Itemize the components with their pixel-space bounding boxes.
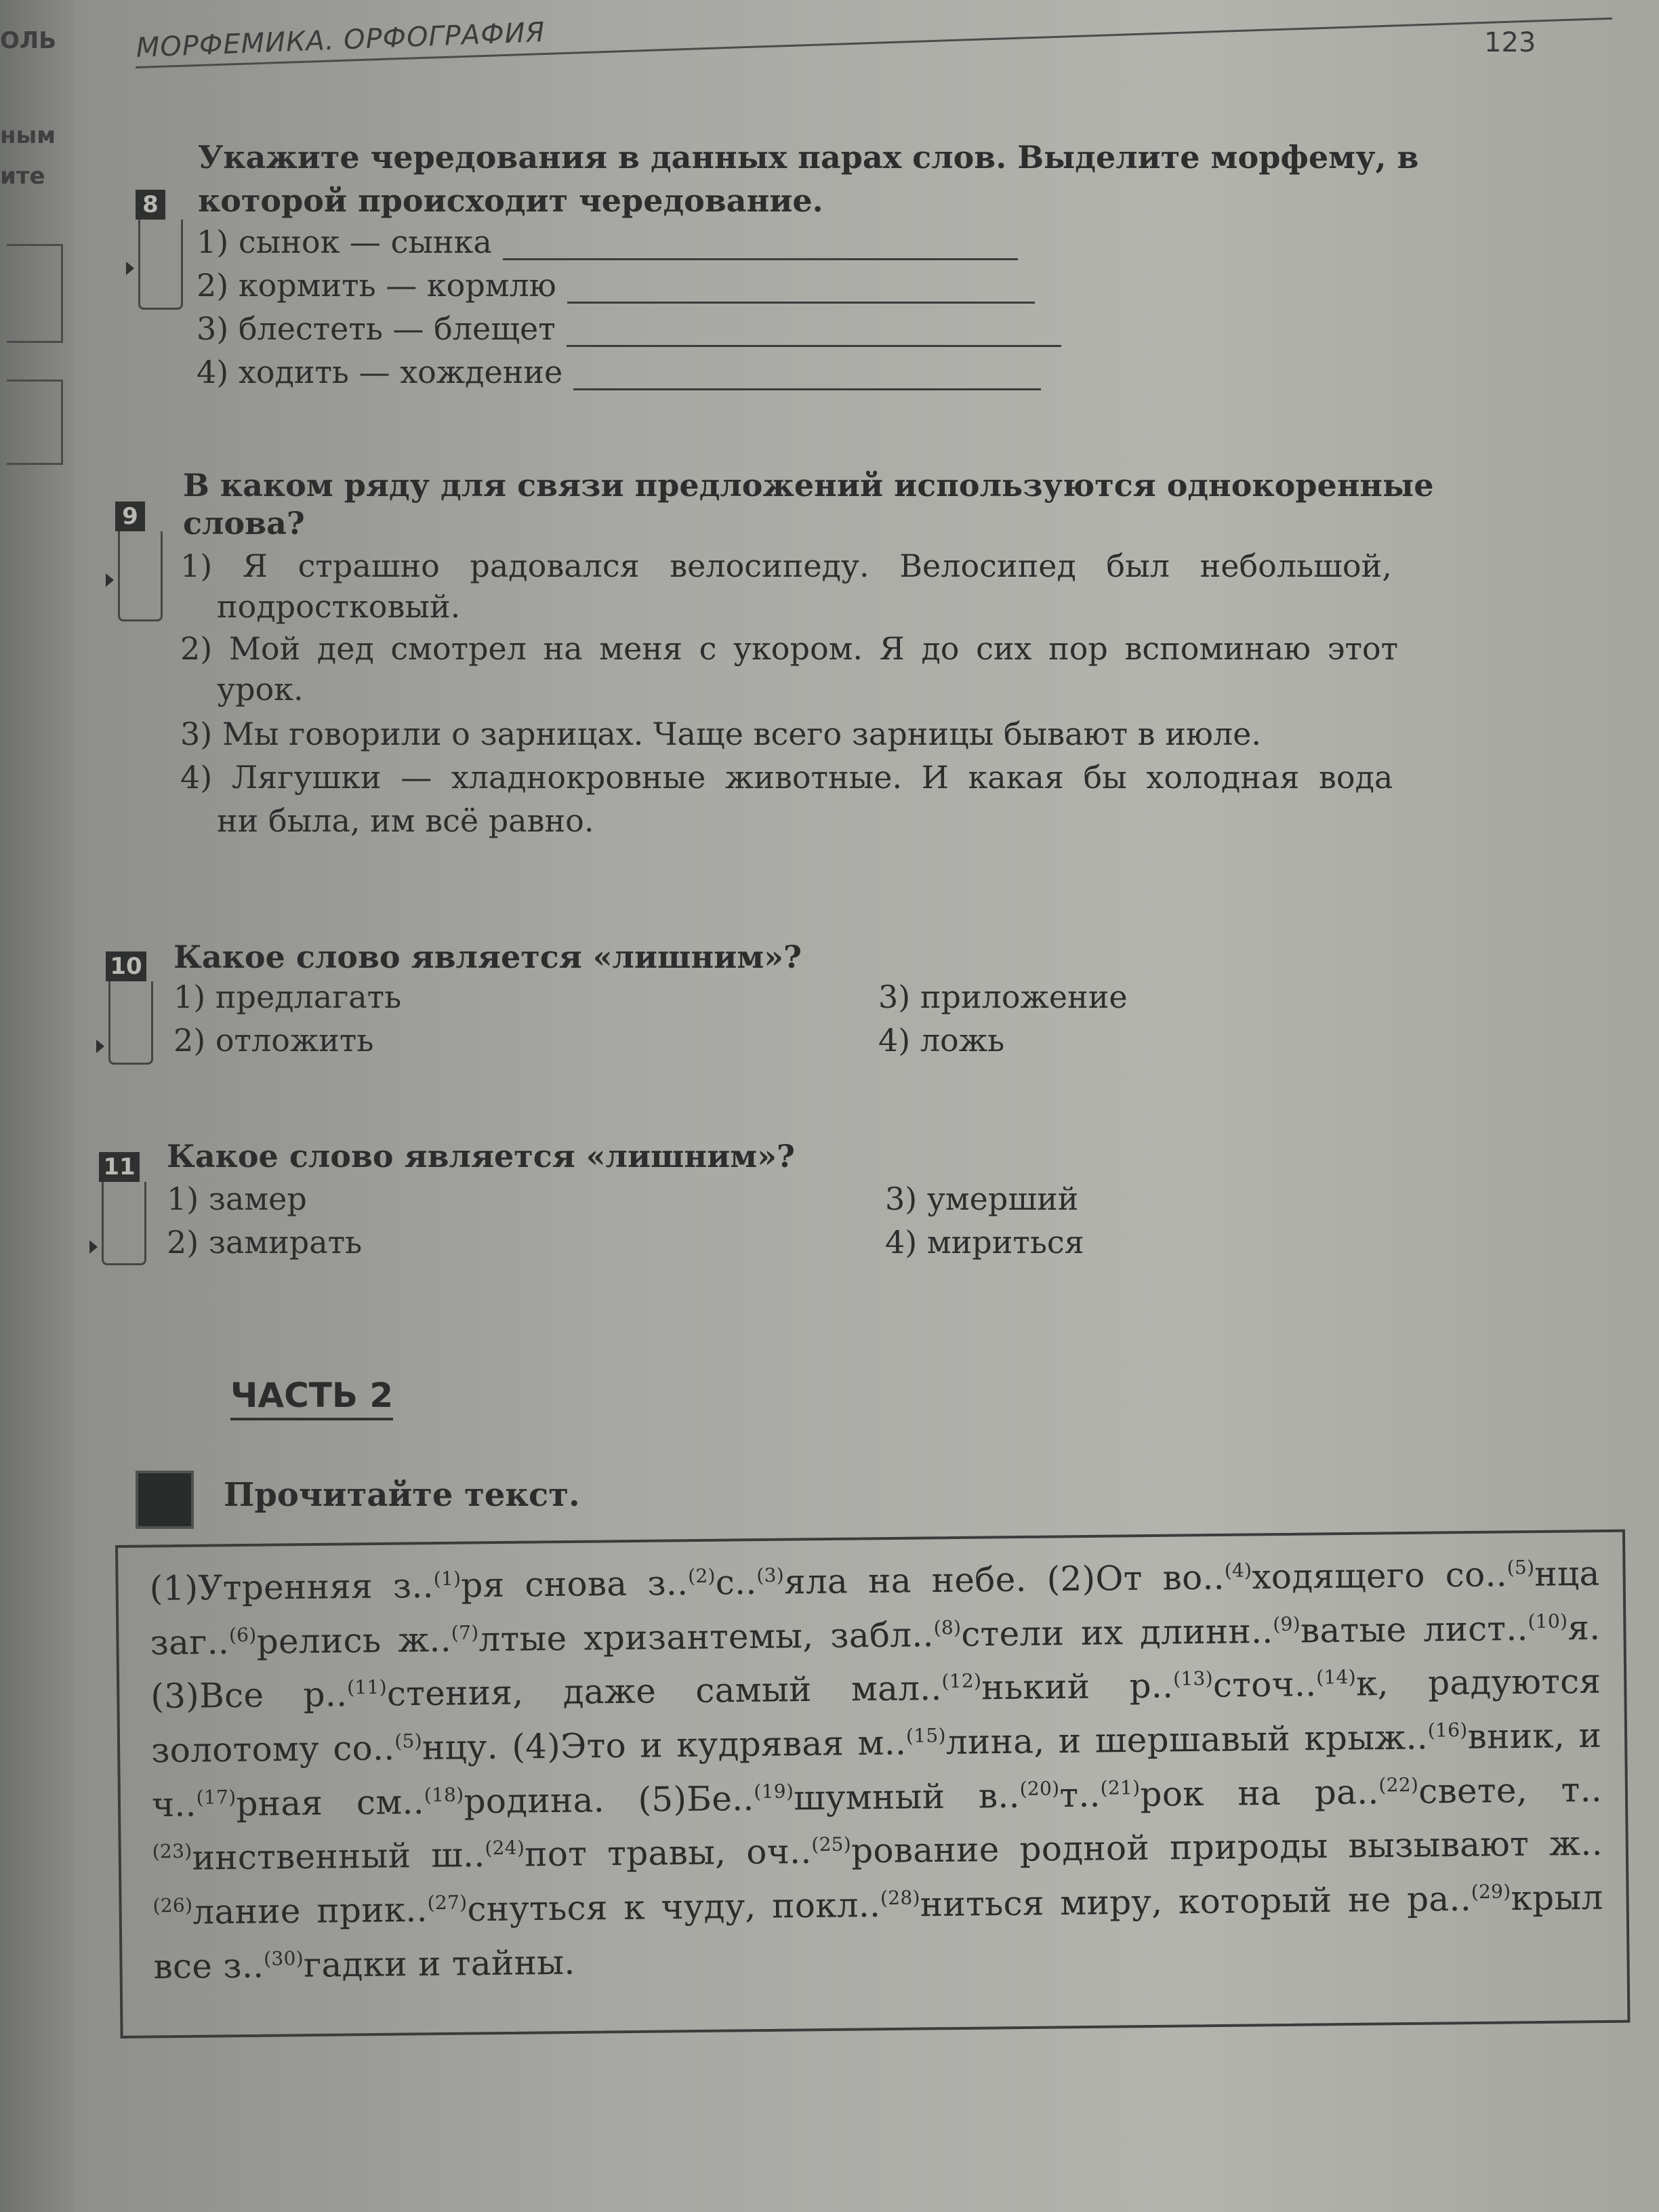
answer-option: 3) умерший [885, 1181, 1079, 1217]
answer-box[interactable] [118, 531, 163, 621]
answer-option: 4) мириться [885, 1224, 1084, 1261]
reading-text-box [115, 1530, 1631, 2039]
answer-option: 3) блестеть — блещет [197, 310, 1061, 347]
task-question-line: Укажите чередования в данных парах слов. Выделите морфему, в [198, 139, 1419, 176]
answer-option: урок. [217, 671, 304, 708]
answer-blank[interactable] [567, 318, 1061, 347]
task-instruction: Прочитайте текст. [224, 1476, 580, 1514]
answer-blank[interactable] [567, 274, 1035, 304]
task-number-badge: 8 [136, 190, 165, 220]
arrow-marker-icon [126, 262, 134, 275]
answer-option: ни была, им всё равно. [217, 802, 594, 839]
arrow-marker-icon [96, 1040, 104, 1053]
answer-option: 2) кормить — кормлю [197, 267, 1035, 304]
task-number-badge: 11 [99, 1152, 140, 1182]
task-question-line: Какое слово является «лишним»? [173, 939, 802, 975]
answer-option: подростковый. [217, 588, 461, 625]
part-heading: ЧАСТЬ 2 [230, 1376, 393, 1420]
task-marker-square [136, 1471, 194, 1529]
answer-box[interactable] [138, 220, 183, 310]
answer-option: 1) Я страшно радовался велосипеду. Велосипед был небольшой, [180, 548, 1392, 584]
answer-option: 3) Мы говорили о зарницах. Чаще всего зарницы бывают в июле. [180, 716, 1261, 752]
arrow-marker-icon [106, 573, 114, 587]
answer-option: 1) замер [167, 1181, 307, 1217]
answer-option: 4) ходить — хождение [197, 354, 1041, 390]
answer-option: 4) Лягушки — хладнокровные животные. И какая бы холодная вода [180, 759, 1393, 796]
task-number-badge: 10 [106, 951, 146, 981]
page-number: 123 [1484, 27, 1536, 58]
reading-text: (1)Утренняя з..$^{(1)}$ря снова з..$^{(2)}$с..$^{(3)}$яла на небе. (2)От во..$^{(4)}$ходящего со..$^{(5)}$нца заг..$^{(6)}$релись ж..$^{(7)}$лтые хризантемы, забл..$^{(8)}$стели их длинн..$^{(9)}$ватые лист..$^{(10)}$я. (3)Все р..$^{(11)}$стения, даже самый мал..$^{(12)}$нький р..$^{(13)}$сточ..$^{(14)}$к, радуются золотому со..$^{(5)}$нцу. (4)Это и кудрявая м..$^{(15)}$лина, и шершавый крыж..$^{(16)}$вник, и ч..$^{(17)}$рная см..$^{(18)}$родина. (5)Бе..$^{(19)}$шумный в..$^{(20)}$т..$^{(21)}$рок на ра..$^{(22)}$свете, т..$^{(23)}$инственный ш..$^{(24)}$пот травы, оч..$^{(25)}$рование родной природы вызывают ж..$^{(26)}$лание прик..$^{(27)}$снуться к чуду, покл..$^{(28)}$ниться миру, который не ра..$^{(29)}$крыл все з..$^{(30)}$гадки и тайны. [149, 1553, 1603, 1986]
previous-page-edge [0, 0, 75, 2212]
task-question-line: слова? [183, 505, 305, 541]
workbook-page [75, 0, 1659, 2212]
task-question-line: В каком ряду для связи предложений используются однокоренные [183, 467, 1434, 504]
prev-page-answer-box [7, 380, 63, 465]
prev-page-answer-box [7, 244, 63, 343]
answer-option: 3) приложение [878, 979, 1128, 1015]
task-question-line: которой происходит чередование. [198, 182, 823, 219]
task-question-line: Какое слово является «лишним»? [167, 1138, 795, 1174]
answer-option: 1) сынок — сынка [197, 224, 1018, 260]
answer-box[interactable] [102, 1182, 146, 1265]
answer-option: 1) предлагать [173, 979, 402, 1015]
answer-blank[interactable] [573, 361, 1041, 390]
prev-page-fragment: ным [0, 122, 56, 149]
answer-box[interactable] [108, 981, 153, 1065]
prev-page-fragment: ОЛЬ [0, 27, 57, 54]
running-head: МОРФЕМИКА. ОРФОГРАФИЯ [136, 16, 546, 64]
task-number-badge: 9 [115, 501, 145, 531]
answer-option: 2) Мой дед смотрел на меня с укором. Я до сих пор вспоминаю этот [180, 630, 1399, 667]
arrow-marker-icon [89, 1240, 98, 1254]
prev-page-fragment: ите [0, 163, 45, 190]
answer-option: 2) замирать [167, 1224, 363, 1261]
answer-option: 4) ложь [878, 1022, 1005, 1059]
answer-option: 2) отложить [173, 1022, 374, 1059]
answer-blank[interactable] [503, 231, 1018, 260]
